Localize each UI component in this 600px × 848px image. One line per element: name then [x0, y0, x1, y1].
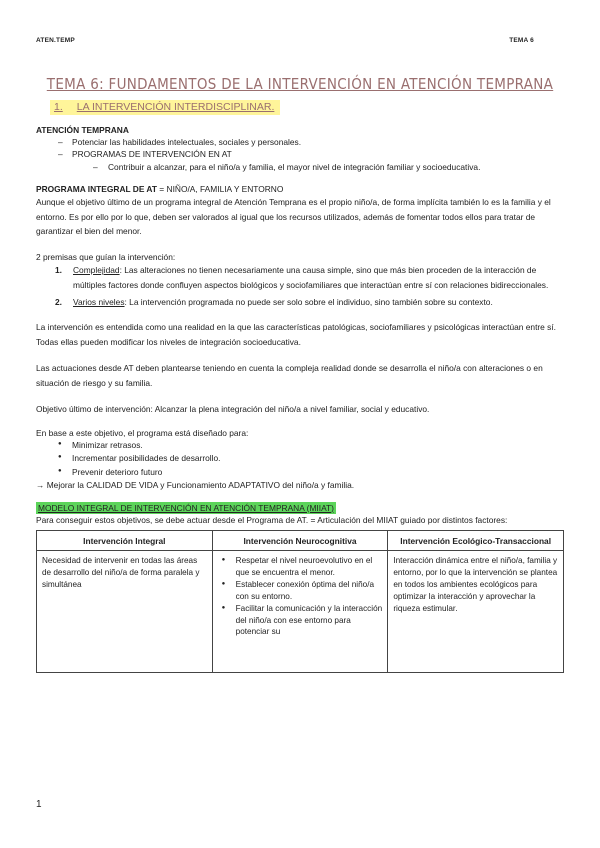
- item-term: Varios niveles: [73, 296, 125, 307]
- item-text: : Las alteraciones no tienen necesariamente una causa simple, sino que más bien proceden de la interacción de múltiples factores donde confluyen aspectos biológicos y sociofamiliares que interactúan entre sí con relaciones bidireccionales.: [73, 265, 549, 290]
- table-header-neurocognitiva: Intervención Neurocognitiva: [212, 530, 388, 550]
- list-item: ● Respetar el nivel neuroevolutivo en el que se encuentra el menor.: [218, 555, 384, 579]
- paragraph-objetivo: Objetivo último de intervención: Alcanzar la plena integración del niño/a a nivel familiar, social y educativo.: [36, 403, 430, 414]
- item-number: 1.: [55, 265, 62, 276]
- list-item: ● Prevenir deterioro futuro: [36, 466, 564, 479]
- list-item: ● Establecer conexión óptima del niño/a con su entorno.: [218, 579, 384, 603]
- base-arrow-note: → Mejorar la CALIDAD DE VIDA y Funcionamiento ADAPTATIVO del niño/a y familia.: [36, 480, 355, 491]
- list-subitem: – Contribuir a alcanzar, para el niño/a y familia, el mayor nivel de integración familiar y socioeducativa.: [36, 161, 564, 173]
- list-item: – PROGRAMAS DE INTERVENCIÓN EN AT: [36, 148, 564, 160]
- table-cell-neurocognitiva: [212, 551, 388, 673]
- section-number: 1.: [54, 101, 63, 113]
- item-term: Complejidad: [73, 265, 120, 276]
- table-header-ecologico: Intervención Ecológico-Transaccional: [388, 530, 564, 550]
- document-body: [36, 124, 564, 673]
- table-header-integral: Intervención Integral: [37, 530, 213, 550]
- programa-heading: PROGRAMA INTEGRAL DE AT: [36, 183, 157, 194]
- programa-paragraph: Aunque el objetivo último de un programa integral de Atención Temprana es el propio niño/a, de forma implícita también lo es la familia y el entorno. Es por ello por lo que, deben ser valorados al igual que los recursos utilizados, además de fomentar todos ellos para tratar de garantizar el bien del menor.: [36, 196, 551, 237]
- list-item: ● Minimizar retrasos.: [36, 439, 564, 452]
- modelo-intro: Para conseguir estos objetivos, se debe actuar desde el Programa de AT. = Articulación del MIIAT guiado por distintos factores:: [36, 514, 508, 525]
- paragraph-intervencion: La intervención es entendida como una realidad en la que las características patológicas, sociofamiliares y psicológicas interactúan entre sí. Todas ellas pueden modificar los niveles de integración socioeducativa.: [36, 321, 557, 347]
- table-cell-integral: Necesidad de intervenir en todas las áreas de desarrollo del niño/a de forma paralela y simultánea: [37, 551, 213, 673]
- list-item: [36, 263, 564, 292]
- header-left: ATEN.TEMP: [36, 37, 75, 44]
- item-number: 2.: [55, 296, 62, 307]
- programa-heading-line: [36, 183, 564, 195]
- header-right: TEMA 6: [509, 37, 534, 44]
- page-title: TEMA 6: FUNDAMENTOS DE LA INTERVENCIÓN EN ATENCIÓN TEMPRANA: [46, 75, 554, 93]
- item-text: : La intervención programada no puede ser solo sobre el individuo, sino también sobre su contexto.: [124, 296, 493, 307]
- list-item: ● Incrementar posibilidades de desarrollo.: [36, 452, 564, 465]
- table-row: [37, 551, 564, 673]
- atencion-heading: ATENCIÓN TEMPRANA: [36, 125, 129, 135]
- table-cell-ecologico: Interacción dinámica entre el niño/a, familia y entorno, por lo que la intervención se plantea en todos los ambientes ecológicos para optimizar la interacción y aprovechar la riqueza estimular.: [388, 551, 564, 673]
- list-item: – Potenciar las habilidades intelectuales, sociales y personales.: [36, 136, 564, 148]
- paragraph-actuaciones: Las actuaciones desde AT deben plantearse teniendo en cuenta la compleja realidad donde se desarrolla el niño/a con alteraciones o en situación de riesgo y su familia.: [36, 363, 543, 388]
- miiat-table: [36, 530, 564, 673]
- programa-equation: = NIÑO/A, FAMILIA Y ENTORNO: [156, 183, 284, 194]
- premisas-intro: 2 premisas que guían la intervención:: [36, 252, 176, 263]
- base-list: [36, 439, 564, 479]
- list-item: [36, 296, 564, 308]
- base-intro: En base a este objetivo, el programa está diseñado para:: [36, 427, 249, 438]
- modelo-heading: MODELO INTEGRAL DE INTERVENCIÓN EN ATENCIÓN TEMPRANA (MIIAT): [38, 502, 334, 513]
- premisas-list: [36, 263, 564, 308]
- page-number: 1: [36, 799, 42, 810]
- atencion-list: [36, 136, 564, 173]
- section-label: LA INTERVENCIÓN INTERDISCIPLINAR.: [76, 101, 275, 113]
- section-heading: [50, 100, 280, 115]
- list-item: ● Facilitar la comunicación y la interacción del niño/a con ese entorno para potenciar su: [218, 603, 384, 639]
